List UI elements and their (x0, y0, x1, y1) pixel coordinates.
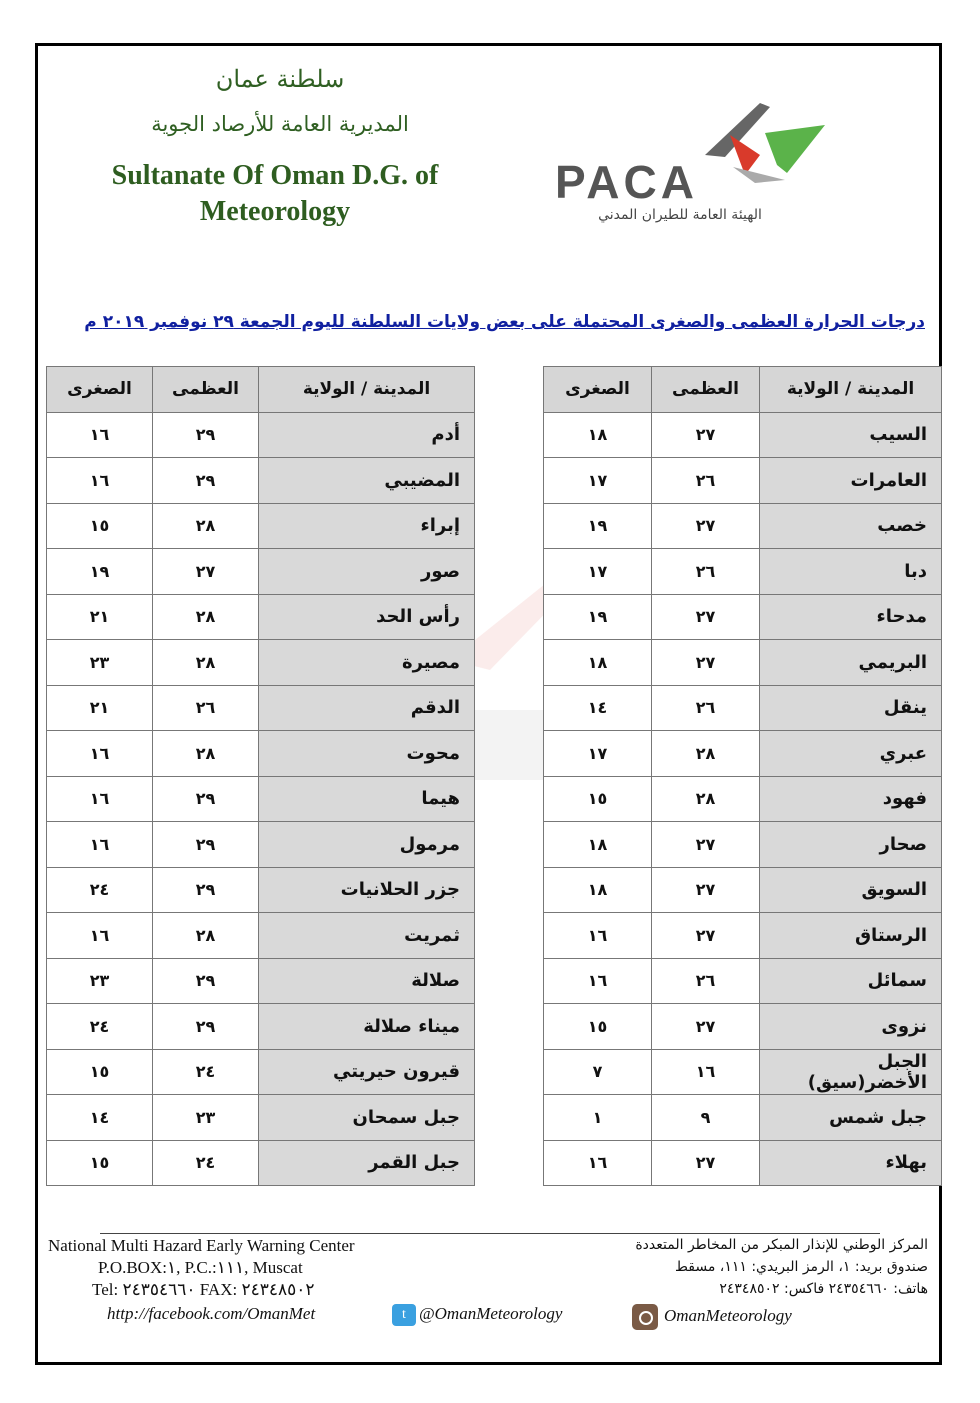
min-temp-cell: ٢٤ (47, 1004, 153, 1050)
city-cell: جبل القمر (259, 1140, 475, 1186)
min-temp-cell: ١٩ (47, 549, 153, 595)
city-cell: بهلاء (760, 1140, 942, 1186)
table-row (544, 958, 942, 1004)
city-cell: ثمريت (259, 913, 475, 959)
max-temp-cell: ٢٧ (652, 640, 760, 686)
table-left-body (47, 412, 475, 1186)
max-temp-cell: ٢٧ (652, 867, 760, 913)
table-row (544, 594, 942, 640)
city-cell: مرمول (259, 822, 475, 868)
city-cell: نزوى (760, 1004, 942, 1050)
table-row (47, 731, 475, 777)
table-row (544, 822, 942, 868)
max-temp-cell: ٢٨ (153, 594, 259, 640)
max-temp-cell: ٢٧ (652, 503, 760, 549)
city-cell: السويق (760, 867, 942, 913)
table-row (47, 1140, 475, 1186)
column-min: الصغرى (544, 367, 652, 413)
min-temp-cell: ٢٣ (47, 958, 153, 1004)
max-temp-cell: ١٦ (652, 1049, 760, 1095)
table-row (544, 1004, 942, 1050)
city-cell: قيرون حيريتي (259, 1049, 475, 1095)
twitter-link[interactable] (392, 1304, 562, 1326)
table-row (47, 458, 475, 504)
max-temp-cell: ٢٣ (153, 1095, 259, 1141)
min-temp-cell: ١٨ (544, 640, 652, 686)
footer-phone-en: Tel: ٢٤٣٥٤٦٦٠ FAX: ٢٤٣٤٨٥٠٢ (92, 1280, 315, 1299)
max-temp-cell: ٢٧ (652, 412, 760, 458)
paca-logo (555, 95, 845, 225)
table-row (544, 1049, 942, 1095)
max-temp-cell: ٢٧ (652, 822, 760, 868)
table-row (47, 1004, 475, 1050)
min-temp-cell: ٢٣ (47, 640, 153, 686)
city-cell: دبا (760, 549, 942, 595)
column-min: الصغرى (47, 367, 153, 413)
city-cell: سمائل (760, 958, 942, 1004)
max-temp-cell: ٢٧ (652, 1140, 760, 1186)
min-temp-cell: ١٩ (544, 594, 652, 640)
paca-logo-subtitle: الهيئة العامة للطيران المدني (598, 207, 762, 223)
table-row (544, 1095, 942, 1141)
city-cell: البريمي (760, 640, 942, 686)
min-temp-cell: ١٥ (544, 1004, 652, 1050)
table-row (47, 412, 475, 458)
city-cell: الرستاق (760, 913, 942, 959)
min-temp-cell: ١ (544, 1095, 652, 1141)
table-row (544, 1140, 942, 1186)
max-temp-cell: ٢٨ (153, 503, 259, 549)
city-cell: فهود (760, 776, 942, 822)
min-temp-cell: ١٥ (47, 1049, 153, 1095)
min-temp-cell: ١٦ (47, 822, 153, 868)
table-row (47, 913, 475, 959)
max-temp-cell: ٢٩ (153, 458, 259, 504)
city-cell: رأس الحد (259, 594, 475, 640)
city-cell: جبل سمحان (259, 1095, 475, 1141)
header-arabic-country: سلطنة عمان (215, 65, 345, 93)
table-row (47, 640, 475, 686)
min-temp-cell: ١٧ (544, 549, 652, 595)
city-cell: جبل شمس (760, 1095, 942, 1141)
city-cell: مصيرة (259, 640, 475, 686)
table-row (47, 685, 475, 731)
min-temp-cell: ١٩ (544, 503, 652, 549)
table-right-body (544, 412, 942, 1186)
city-cell: خصب (760, 503, 942, 549)
min-temp-cell: ١٨ (544, 412, 652, 458)
table-row (544, 412, 942, 458)
city-cell: المضيبي (259, 458, 475, 504)
footer-center-name-ar: المركز الوطني للإنذار المبكر من المخاطر المتعددة (635, 1237, 928, 1253)
min-temp-cell: ١٥ (47, 503, 153, 549)
min-temp-cell: ١٧ (544, 458, 652, 504)
min-temp-cell: ١٦ (544, 1140, 652, 1186)
max-temp-cell: ٢٨ (153, 913, 259, 959)
table-row (544, 685, 942, 731)
min-temp-cell: ٢١ (47, 685, 153, 731)
instagram-handle: OmanMeteorology (664, 1305, 792, 1325)
max-temp-cell: ٢٦ (652, 549, 760, 595)
min-temp-cell: ١٤ (47, 1095, 153, 1141)
column-max: العظمى (652, 367, 760, 413)
max-temp-cell: ٢٦ (652, 685, 760, 731)
instagram-link[interactable] (632, 1304, 792, 1330)
footer-divider (100, 1233, 880, 1234)
min-temp-cell: ١٤ (544, 685, 652, 731)
table-row (47, 867, 475, 913)
instagram-icon (632, 1304, 658, 1330)
max-temp-cell: ٢٧ (652, 1004, 760, 1050)
header-arabic-agency: المديرية العامة للأرصاد الجوية (151, 112, 409, 136)
temperature-table-right (543, 366, 942, 1186)
table-row (544, 458, 942, 504)
column-city: المدينة / الولاية (259, 367, 475, 413)
forecast-title: درجات الحرارة العظمى والصغرى المحتملة على بعض ولايات السلطنة لليوم الجمعة ٢٩ نوفمبر ٢٠١٩ م (84, 312, 925, 332)
table-row (544, 640, 942, 686)
table-header-row (544, 367, 942, 413)
twitter-icon: t (392, 1304, 416, 1326)
max-temp-cell: ٢٩ (153, 867, 259, 913)
max-temp-cell: ٢٨ (652, 731, 760, 777)
city-cell: السيب (760, 412, 942, 458)
max-temp-cell: ٢٨ (652, 776, 760, 822)
table-row (544, 867, 942, 913)
max-temp-cell: ٢٧ (652, 594, 760, 640)
city-cell: العامرات (760, 458, 942, 504)
max-temp-cell: ٢٩ (153, 822, 259, 868)
max-temp-cell: ٢٦ (153, 685, 259, 731)
min-temp-cell: ١٧ (544, 731, 652, 777)
max-temp-cell: ٢٩ (153, 1004, 259, 1050)
max-temp-cell: ٢٧ (153, 549, 259, 595)
city-cell: صلالة (259, 958, 475, 1004)
table-row (47, 503, 475, 549)
min-temp-cell: ١٦ (544, 913, 652, 959)
min-temp-cell: ٢١ (47, 594, 153, 640)
max-temp-cell: ٢٩ (153, 958, 259, 1004)
min-temp-cell: ١٦ (47, 458, 153, 504)
city-cell: محوت (259, 731, 475, 777)
table-row (47, 594, 475, 640)
min-temp-cell: ١٨ (544, 867, 652, 913)
footer-phone-ar: هاتف: ٢٤٣٥٤٦٦٠ فاكس: ٢٤٣٤٨٥٠٢ (719, 1281, 928, 1297)
min-temp-cell: ١٦ (47, 412, 153, 458)
max-temp-cell: ٢٤ (153, 1140, 259, 1186)
table-row (544, 776, 942, 822)
city-cell: جزر الحلانيات (259, 867, 475, 913)
column-city: المدينة / الولاية (760, 367, 942, 413)
city-cell: صور (259, 549, 475, 595)
table-row (47, 1049, 475, 1095)
min-temp-cell: ٧ (544, 1049, 652, 1095)
city-cell: الدقم (259, 685, 475, 731)
footer-center-name-en: National Multi Hazard Early Warning Center (48, 1236, 355, 1255)
max-temp-cell: ٢٩ (153, 412, 259, 458)
city-cell: ميناء صلالة (259, 1004, 475, 1050)
facebook-link[interactable]: http://facebook.com/OmanMet (107, 1304, 316, 1323)
min-temp-cell: ٢٤ (47, 867, 153, 913)
table-row (544, 731, 942, 777)
header-english-line2: Meteorology (199, 196, 351, 227)
max-temp-cell: ٢٩ (153, 776, 259, 822)
max-temp-cell: ٢٧ (652, 913, 760, 959)
min-temp-cell: ١٦ (47, 913, 153, 959)
city-cell: أدم (259, 412, 475, 458)
table-row (47, 958, 475, 1004)
min-temp-cell: ١٨ (544, 822, 652, 868)
min-temp-cell: ١٥ (47, 1140, 153, 1186)
min-temp-cell: ١٦ (544, 958, 652, 1004)
table-row (47, 549, 475, 595)
header-english (85, 158, 465, 230)
min-temp-cell: ١٦ (47, 776, 153, 822)
city-cell: مدحاء (760, 594, 942, 640)
max-temp-cell: ٢٤ (153, 1049, 259, 1095)
max-temp-cell: ٢٦ (652, 958, 760, 1004)
footer-address-ar: صندوق بريد: ١، الرمز البريدي: ١١١، مسقط (675, 1259, 928, 1275)
max-temp-cell: ٢٦ (652, 458, 760, 504)
city-cell: صحار (760, 822, 942, 868)
city-cell: ينقل (760, 685, 942, 731)
city-cell: إبراء (259, 503, 475, 549)
table-row (544, 913, 942, 959)
temperature-table-left (46, 366, 475, 1186)
city-cell: هيما (259, 776, 475, 822)
footer-address-en: P.O.BOX:١, P.C.:١١١, Muscat (98, 1258, 303, 1277)
paca-logo-word: PACA (555, 156, 698, 208)
city-cell: الجبل الأخضر(سيق) (760, 1049, 942, 1095)
max-temp-cell: ٢٨ (153, 640, 259, 686)
max-temp-cell: ٩ (652, 1095, 760, 1141)
table-row (47, 822, 475, 868)
twitter-handle: @OmanMeteorology (419, 1304, 563, 1323)
min-temp-cell: ١٥ (544, 776, 652, 822)
min-temp-cell: ١٦ (47, 731, 153, 777)
header-english-line1: Sultanate Of Oman D.G. of (111, 160, 439, 191)
table-row (47, 1095, 475, 1141)
column-max: العظمى (153, 367, 259, 413)
table-row (47, 776, 475, 822)
table-row (544, 503, 942, 549)
table-row (544, 549, 942, 595)
max-temp-cell: ٢٨ (153, 731, 259, 777)
city-cell: عبري (760, 731, 942, 777)
table-header-row (47, 367, 475, 413)
